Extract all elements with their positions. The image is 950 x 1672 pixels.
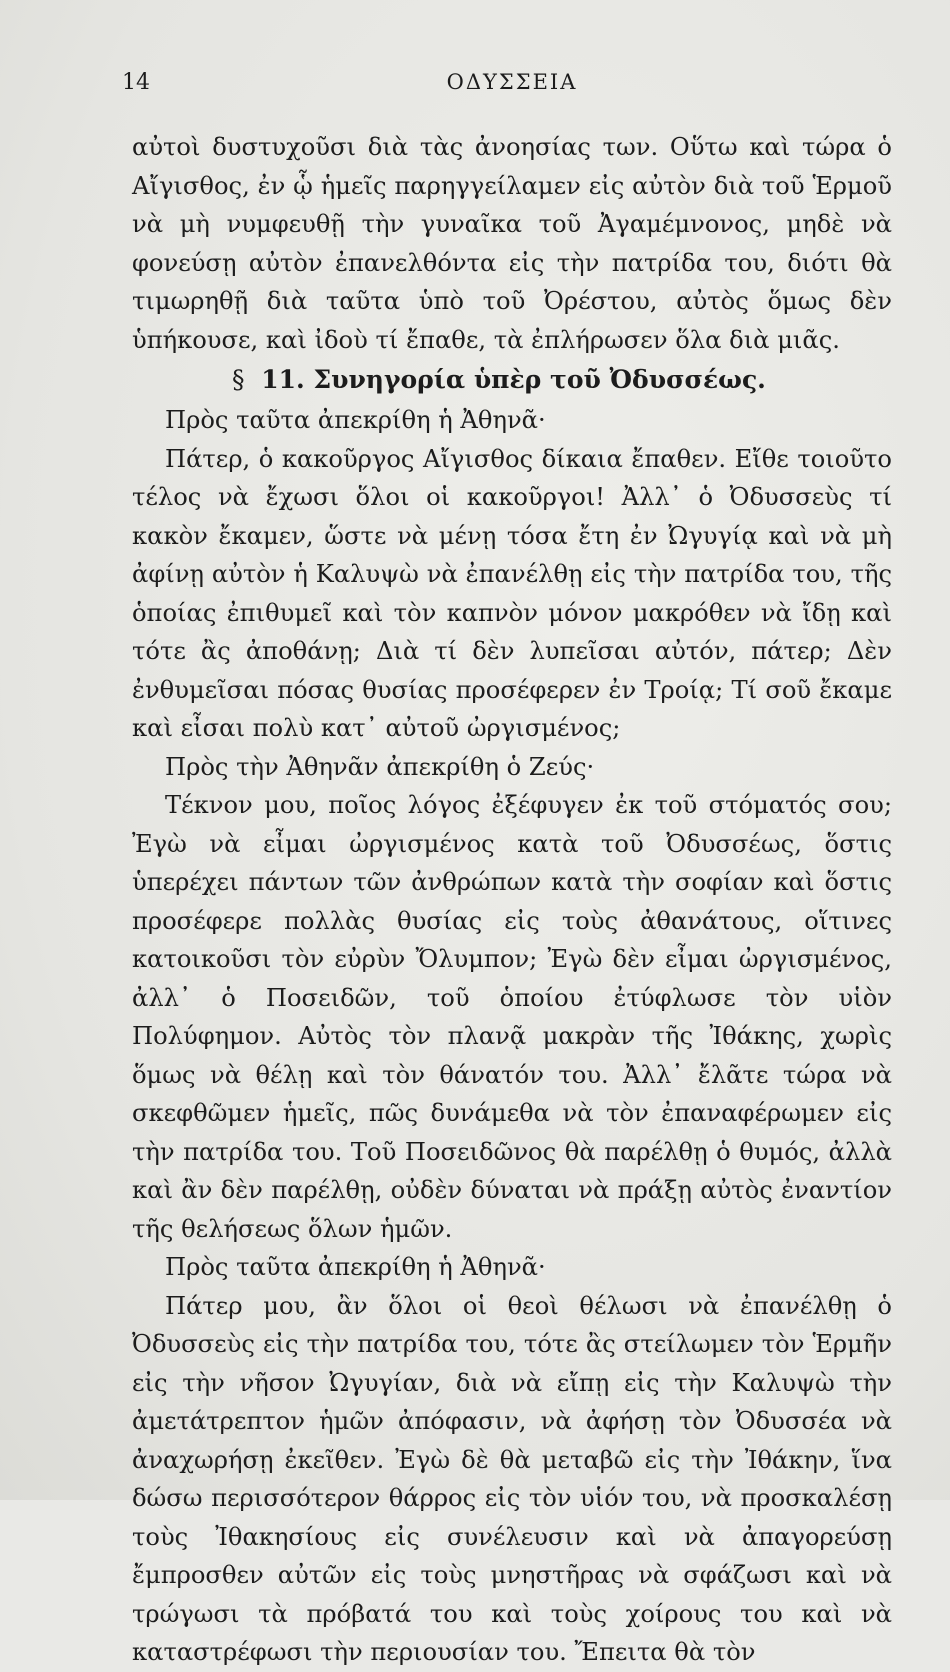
- section-sign: §: [232, 365, 245, 394]
- paragraph: Πάτερ μου, ἂν ὅλοι οἱ θεοὶ θέλωσι νὰ ἐπανέλθῃ ὁ Ὀδυσσεὺς εἰς τὴν πατρίδα του, τότε ἂς στείλωμεν τὸν Ἑρμῆν εἰς τὴν νῆσον Ὠγυγίαν, διὰ νὰ εἴπῃ εἰς τὴν Καλυψὼ τὴν ἀμετάτρεπτον ἡμῶν ἀπόφασιν, νὰ ἀφήσῃ τὸν Ὀδυσσέα νὰ ἀναχωρήσῃ ἐκεῖθεν. Ἐγὼ δὲ θὰ μεταβῶ εἰς τὴν Ἰθάκην, ἵνα δώσω περισσότερον θάρρος εἰς τὸν υἱόν του, νὰ προσκαλέσῃ τοὺς Ἰθακησίους εἰς συνέλευσιν καὶ νὰ ἀπαγορεύσῃ ἔμπροσθεν αὐτῶν εἰς τοὺς μνηστῆρας νὰ σφάζωσι καὶ νὰ τρώγωσι τὰ πρόβατά του καὶ τοὺς χοίρους του καὶ νὰ καταστρέφωσι τὴν περιουσίαν του. Ἔπειτα θὰ τὸν: [132, 1291, 892, 1666]
- running-title: ΟΔΥΣΣΕΙΑ: [446, 70, 578, 94]
- paragraph: Πρὸς τὴν Ἀθηνᾶν ἀπεκρίθη ὁ Ζεύς·: [165, 752, 595, 781]
- running-head: [122, 70, 892, 114]
- section-title: Συνηγορία ὑπὲρ τοῦ Ὀδυσσέως.: [313, 365, 766, 394]
- paragraph: Πάτερ, ὁ κακοῦργος Αἴγισθος δίκαια ἔπαθεν. Εἴθε τοιοῦτο τέλος νὰ ἔχωσι ὅλοι οἱ κακοῦργοι! Ἀλλ᾽ ὁ Ὀδυσσεὺς τί κακὸν ἔκαμεν, ὥστε νὰ μένῃ τόσα ἔτη ἐν Ὠγυγίᾳ καὶ νὰ μὴ ἀφίνῃ αὐτὸν ἡ Καλυψὼ νὰ ἐπανέλθῃ εἰς τὴν πατρίδα του, τῆς ὁποίας ἐπιθυμεῖ καὶ τὸν καπνὸν μόνον μακρόθεν νὰ ἴδῃ καὶ τότε ἂς ἀποθάνῃ; Διὰ τί δὲν λυπεῖσαι αὐτόν, πάτερ; Δὲν ἐνθυμεῖσαι πόσας θυσίας προσέφερεν ἐν Τροίᾳ; Τί σοῦ ἔκαμε καὶ εἶσαι πολὺ κατ᾽ αὐτοῦ ὠργισμένος;: [132, 444, 892, 742]
- paragraph-continuation: αὐτοὶ δυστυχοῦσι διὰ τὰς ἀνοησίας των. Οὕτω καὶ τώρα ὁ Αἴγισθος, ἐν ᾧ ἡμεῖς παρηγγείλαμεν εἰς αὐτὸν διὰ τοῦ Ἑρμοῦ νὰ μὴ νυμφευθῇ τὴν γυναῖκα τοῦ Ἀγαμέμνονος, μηδὲ νὰ φονεύσῃ αὐτὸν ἐπανελθόντα εἰς τὴν πατρίδα του, διότι θὰ τιμωρηθῇ διὰ ταῦτα ὑπὸ τοῦ Ὀρέστου, αὐτὸς ὅμως δὲν ὑπήκουσε, καὶ ἰδοὺ τί ἔπαθε, τὰ ἐπλήρωσεν ὅλα διὰ μιᾶς.: [132, 133, 892, 354]
- paragraph: Πρὸς ταῦτα ἀπεκρίθη ἡ Ἀθηνᾶ·: [165, 1253, 546, 1281]
- body-text: [132, 128, 892, 1672]
- page-number: 14: [122, 70, 150, 95]
- paragraph: Τέκνον μου, ποῖος λόγος ἐξέφυγεν ἐκ τοῦ στόματός σου; Ἐγὼ νὰ εἶμαι ὠργισμένος κατὰ τοῦ Ὀδυσσέως, ὅστις ὑπερέχει πάντων τῶν ἀνθρώπων κατὰ τὴν σοφίαν καὶ ὅστις προσέφερε πολλὰς θυσίας εἰς τοὺς ἀθανάτους, οἵτινες κατοικοῦσι τὸν εὐρὺν Ὄλυμπον; Ἐγὼ δὲν εἶμαι ὠργισμένος, ἀλλ᾽ ὁ Ποσειδῶν, τοῦ ὁποίου ἐτύφλωσε τὸν υἱὸν Πολύφημον. Αὐτὸς τὸν πλανᾷ μακρὰν τῆς Ἰθάκης, χωρὶς ὅμως νὰ θέλῃ καὶ τὸν θάνατόν του. Ἀλλ᾽ ἔλᾶτε τώρα νὰ σκεφθῶμεν ἡμεῖς, πῶς δυνάμεθα νὰ τὸν ἐπαναφέρωμεν εἰς τὴν πατρίδα του. Τοῦ Ποσειδῶνος θὰ παρέλθῃ ὁ θυμός, ἀλλὰ καὶ ἂν δὲν παρέλθῃ, οὐδὲν δύναται νὰ πράξῃ αὐτὸς ἐναντίον τῆς θελήσεως ὅλων ἡμῶν.: [132, 791, 892, 1243]
- section-heading: [132, 359, 892, 401]
- paragraph: Πρὸς ταῦτα ἀπεκρίθη ἡ Ἀθηνᾶ·: [165, 406, 546, 434]
- section-number: 11.: [261, 365, 305, 394]
